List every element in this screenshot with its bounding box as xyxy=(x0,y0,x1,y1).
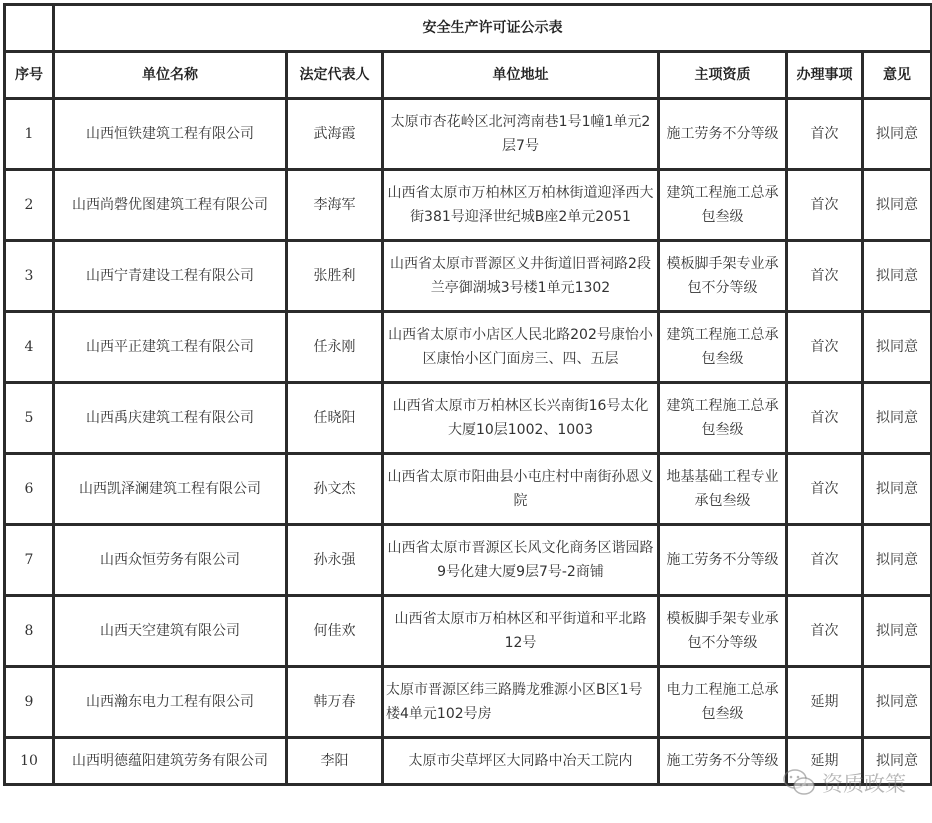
row-opinion: 拟同意 xyxy=(863,454,932,525)
row-legal-rep: 李海军 xyxy=(287,170,383,241)
header-legal-rep: 法定代表人 xyxy=(287,52,383,99)
row-legal-rep: 任永刚 xyxy=(287,312,383,383)
row-opinion: 拟同意 xyxy=(863,667,932,738)
row-address: 太原市尖草坪区大同路中冶天工院内 xyxy=(383,738,659,785)
table-row xyxy=(5,667,932,738)
row-company: 山西众恒劳务有限公司 xyxy=(54,525,287,596)
row-legal-rep: 孙永强 xyxy=(287,525,383,596)
row-qualification: 建筑工程施工总承包叁级 xyxy=(659,312,787,383)
row-company: 山西宁青建设工程有限公司 xyxy=(54,241,287,312)
title-row xyxy=(5,5,932,52)
row-company: 山西恒铁建筑工程有限公司 xyxy=(54,99,287,170)
row-no: 6 xyxy=(5,454,54,525)
header-opinion: 意见 xyxy=(863,52,932,99)
row-opinion: 拟同意 xyxy=(863,312,932,383)
row-no: 2 xyxy=(5,170,54,241)
row-opinion: 拟同意 xyxy=(863,241,932,312)
table-row xyxy=(5,170,932,241)
title-empty-cell xyxy=(5,5,54,52)
row-matter: 首次 xyxy=(787,99,863,170)
row-company: 山西天空建筑有限公司 xyxy=(54,596,287,667)
header-row xyxy=(5,52,932,99)
row-matter: 首次 xyxy=(787,170,863,241)
row-address: 山西省太原市阳曲县小屯庄村中南街孙恩义院 xyxy=(383,454,659,525)
row-opinion: 拟同意 xyxy=(863,383,932,454)
row-opinion: 拟同意 xyxy=(863,738,932,785)
row-company: 山西瀚东电力工程有限公司 xyxy=(54,667,287,738)
header-no: 序号 xyxy=(5,52,54,99)
row-company: 山西禹庆建筑工程有限公司 xyxy=(54,383,287,454)
row-legal-rep: 武海霞 xyxy=(287,99,383,170)
row-matter: 延期 xyxy=(787,738,863,785)
row-legal-rep: 李阳 xyxy=(287,738,383,785)
table-row xyxy=(5,454,932,525)
row-qualification: 施工劳务不分等级 xyxy=(659,738,787,785)
row-matter: 延期 xyxy=(787,667,863,738)
row-address: 山西省太原市万柏林区万柏林街道迎泽西大街381号迎泽世纪城B座2单元2051 xyxy=(383,170,659,241)
header-matter: 办理事项 xyxy=(787,52,863,99)
row-qualification: 电力工程施工总承包叁级 xyxy=(659,667,787,738)
row-opinion: 拟同意 xyxy=(863,596,932,667)
row-qualification: 建筑工程施工总承包叁级 xyxy=(659,170,787,241)
table-title: 安全生产许可证公示表 xyxy=(54,5,932,52)
row-no: 4 xyxy=(5,312,54,383)
table-row xyxy=(5,596,932,667)
header-address: 单位地址 xyxy=(383,52,659,99)
row-no: 5 xyxy=(5,383,54,454)
row-qualification: 建筑工程施工总承包叁级 xyxy=(659,383,787,454)
row-qualification: 地基基础工程专业承包叁级 xyxy=(659,454,787,525)
row-opinion: 拟同意 xyxy=(863,170,932,241)
row-address: 山西省太原市小店区人民北路202号康怡小区康怡小区门面房三、四、五层 xyxy=(383,312,659,383)
table-row xyxy=(5,383,932,454)
row-no: 1 xyxy=(5,99,54,170)
row-company: 山西明德蕴阳建筑劳务有限公司 xyxy=(54,738,287,785)
row-opinion: 拟同意 xyxy=(863,525,932,596)
row-qualification: 施工劳务不分等级 xyxy=(659,525,787,596)
watermark-text: 资质政策 xyxy=(822,772,906,796)
row-address: 山西省太原市万柏林区长兴南街16号太化大厦10层1002、1003 xyxy=(383,383,659,454)
row-qualification: 模板脚手架专业承包不分等级 xyxy=(659,596,787,667)
header-qualification: 主项资质 xyxy=(659,52,787,99)
row-matter: 首次 xyxy=(787,241,863,312)
row-address: 山西省太原市晋源区义井街道旧晋祠路2段兰亭御湖城3号楼1单元1302 xyxy=(383,241,659,312)
row-qualification: 模板脚手架专业承包不分等级 xyxy=(659,241,787,312)
header-company: 单位名称 xyxy=(54,52,287,99)
row-matter: 首次 xyxy=(787,596,863,667)
row-address: 山西省太原市晋源区长风文化商务区谐园路9号化建大厦9层7号-2商铺 xyxy=(383,525,659,596)
row-legal-rep: 任晓阳 xyxy=(287,383,383,454)
row-company: 山西平正建筑工程有限公司 xyxy=(54,312,287,383)
safety-permit-table xyxy=(3,3,932,786)
row-matter: 首次 xyxy=(787,525,863,596)
row-company: 山西凯泽澜建筑工程有限公司 xyxy=(54,454,287,525)
row-no: 9 xyxy=(5,667,54,738)
row-matter: 首次 xyxy=(787,312,863,383)
row-address: 太原市晋源区纬三路腾龙雅源小区B区1号楼4单元102号房 xyxy=(383,667,659,738)
row-legal-rep: 张胜利 xyxy=(287,241,383,312)
row-matter: 首次 xyxy=(787,454,863,525)
row-legal-rep: 韩万春 xyxy=(287,667,383,738)
table-row xyxy=(5,738,932,785)
row-company: 山西尚磬优图建筑工程有限公司 xyxy=(54,170,287,241)
table-row xyxy=(5,312,932,383)
table-row xyxy=(5,525,932,596)
table-row xyxy=(5,99,932,170)
row-address: 山西省太原市万柏林区和平街道和平北路12号 xyxy=(383,596,659,667)
row-no: 3 xyxy=(5,241,54,312)
row-matter: 首次 xyxy=(787,383,863,454)
row-no: 7 xyxy=(5,525,54,596)
row-qualification: 施工劳务不分等级 xyxy=(659,99,787,170)
row-address: 太原市杏花岭区北河湾南巷1号1幢1单元2层7号 xyxy=(383,99,659,170)
table-row xyxy=(5,241,932,312)
row-opinion: 拟同意 xyxy=(863,99,932,170)
row-legal-rep: 何佳欢 xyxy=(287,596,383,667)
row-no: 10 xyxy=(5,738,54,785)
row-no: 8 xyxy=(5,596,54,667)
row-legal-rep: 孙文杰 xyxy=(287,454,383,525)
